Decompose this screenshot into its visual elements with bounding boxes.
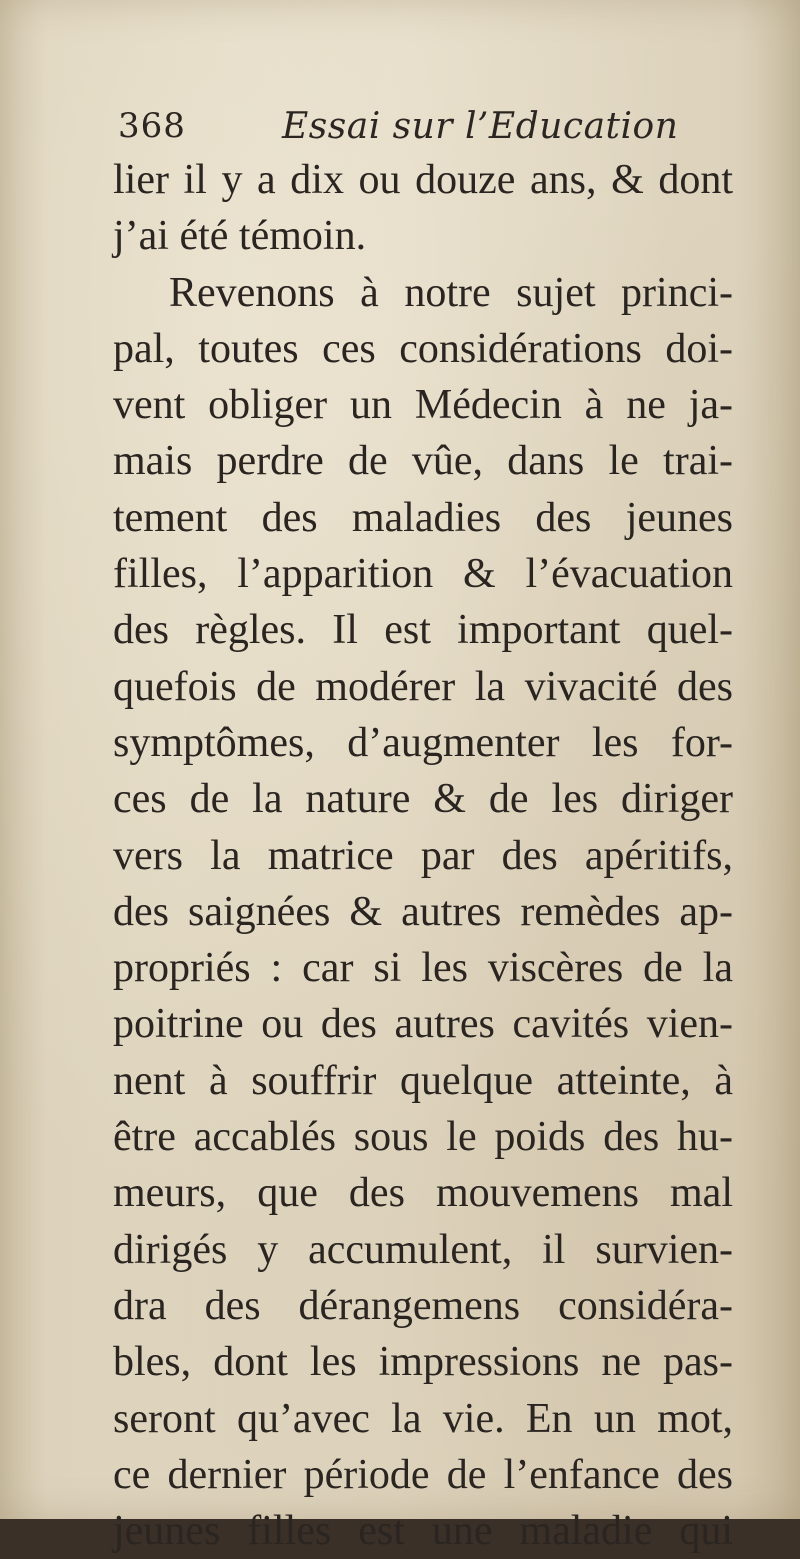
text-line: vers la matrice par des apéritifs,: [113, 832, 733, 879]
text-line: bles, dont les impressions ne pas-: [113, 1339, 733, 1386]
text-line: nent à souffrir quelque atteinte, à: [113, 1057, 733, 1104]
text-line: j’ai été témoin.: [113, 213, 367, 260]
text-line: meurs, que des mouvemens mal: [113, 1170, 733, 1217]
text-line: propriés : car si les viscères de la: [113, 945, 733, 992]
body-text: [113, 152, 733, 1559]
text-line: symptômes, d’augmenter les for-: [113, 719, 733, 766]
text-line: ces de la nature & de les diriger: [113, 776, 733, 823]
text-line: seront qu’avec la vie. En un mot,: [113, 1395, 733, 1442]
text-line: quefois de modérer la vivacité des: [113, 663, 733, 710]
text-line: dra des dérangemens considéra-: [113, 1282, 733, 1329]
text-line: dirigés y accumulent, il survien-: [113, 1226, 733, 1273]
text-line: pal, toutes ces considérations doi-: [113, 325, 733, 372]
text-line: ce dernier période de l’enfance des: [113, 1451, 733, 1498]
text-line: des saignées & autres remèdes ap-: [113, 888, 733, 935]
text-line: mais perdre de vûe, dans le trai-: [113, 438, 733, 485]
page-number: 368: [118, 106, 186, 146]
text-line: Revenons à notre sujet princi-: [169, 269, 733, 316]
text-line: filles, l’apparition & l’évacuation: [113, 551, 733, 598]
text-line: vent obliger un Médecin à ne ja-: [113, 382, 733, 429]
running-title: Essai sur l’Education: [282, 106, 679, 147]
text-line: jeunes filles est une maladie qui: [113, 1508, 733, 1555]
text-line: des règles. Il est important quel-: [113, 607, 733, 654]
text-line: poitrine ou des autres cavités vien-: [113, 1001, 733, 1048]
text-line: tement des maladies des jeunes: [113, 494, 733, 541]
running-head: [118, 100, 758, 150]
text-line: lier il y a dix ou douze ans, & dont: [113, 157, 733, 203]
text-line: être accablés sous le poids des hu-: [113, 1114, 733, 1161]
